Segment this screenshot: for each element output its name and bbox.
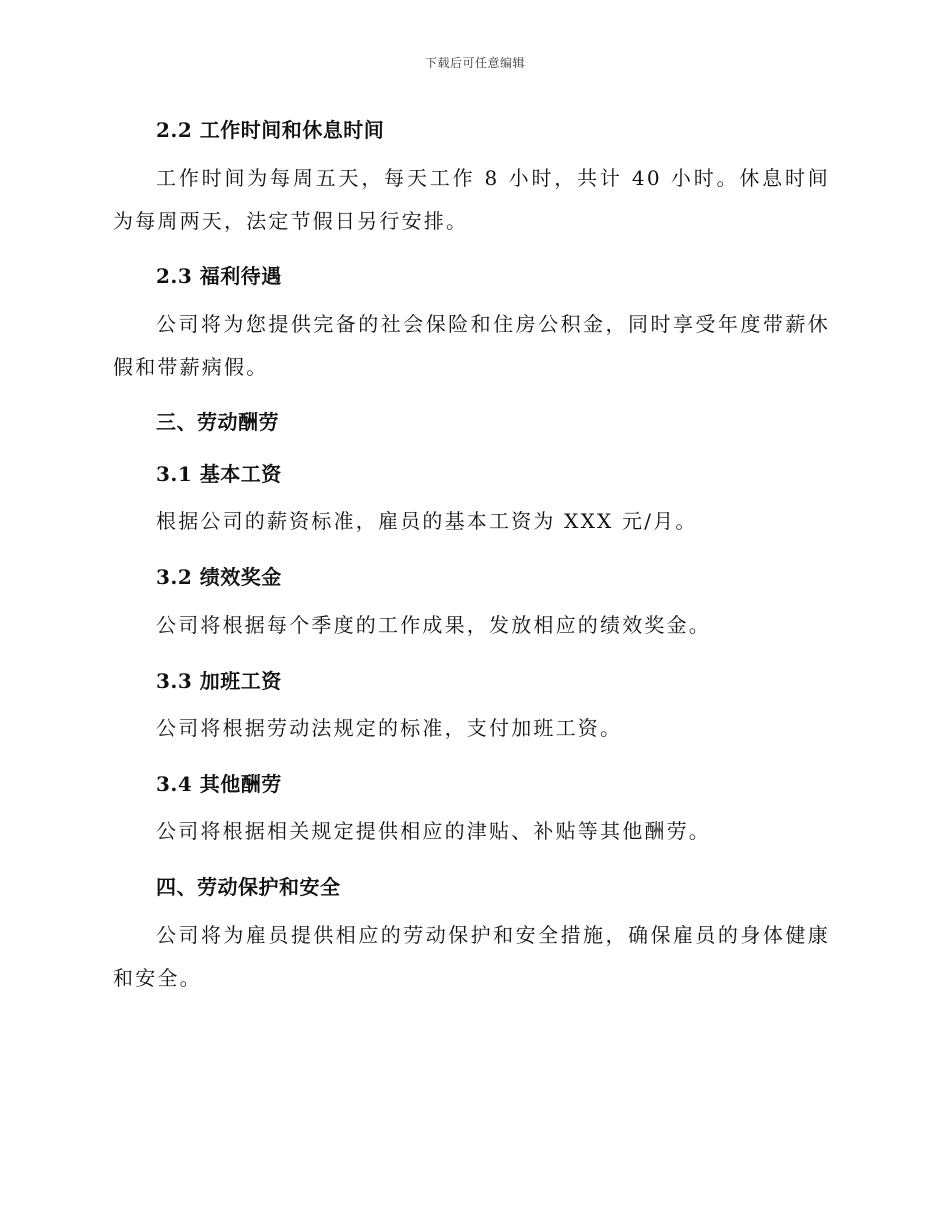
chapter-heading-4: 四、劳动保护和安全 xyxy=(156,875,341,899)
paragraph-labor-protection: 公司将为雇员提供相应的劳动保护和安全措施，确保雇员的身体健康和安全。 xyxy=(113,923,830,990)
section-heading-3-1: 3.1 基本工资 xyxy=(156,462,282,486)
section-heading-3-2: 3.2 绩效奖金 xyxy=(156,565,282,589)
chapter-heading-3: 三、劳动酬劳 xyxy=(156,410,279,434)
section-heading-3-3: 3.3 加班工资 xyxy=(156,669,282,693)
paragraph-work-hours: 工作时间为每周五天，每天工作 8 小时，共计 40 小时。休息时间为每周两天，法定节假日另行安排。 xyxy=(113,166,830,233)
section-heading-3-4: 3.4 其他酬劳 xyxy=(156,772,282,796)
paragraph-benefits: 公司将为您提供完备的社会保险和住房公积金，同时享受年度带薪休假和带薪病假。 xyxy=(113,312,830,379)
section-heading-2-2: 2.2 工作时间和休息时间 xyxy=(156,118,385,142)
paragraph-performance-bonus: 公司将根据每个季度的工作成果，发放相应的绩效奖金。 xyxy=(156,613,711,637)
section-heading-2-3: 2.3 福利待遇 xyxy=(156,264,282,288)
paragraph-base-salary: 根据公司的薪资标准，雇员的基本工资为 XXX 元/月。 xyxy=(156,509,698,533)
page-header: 下载后可任意编辑 xyxy=(424,56,525,70)
paragraph-overtime-pay: 公司将根据劳动法规定的标准，支付加班工资。 xyxy=(156,716,623,740)
paragraph-other-compensation: 公司将根据相关规定提供相应的津贴、补贴等其他酬劳。 xyxy=(156,819,711,843)
